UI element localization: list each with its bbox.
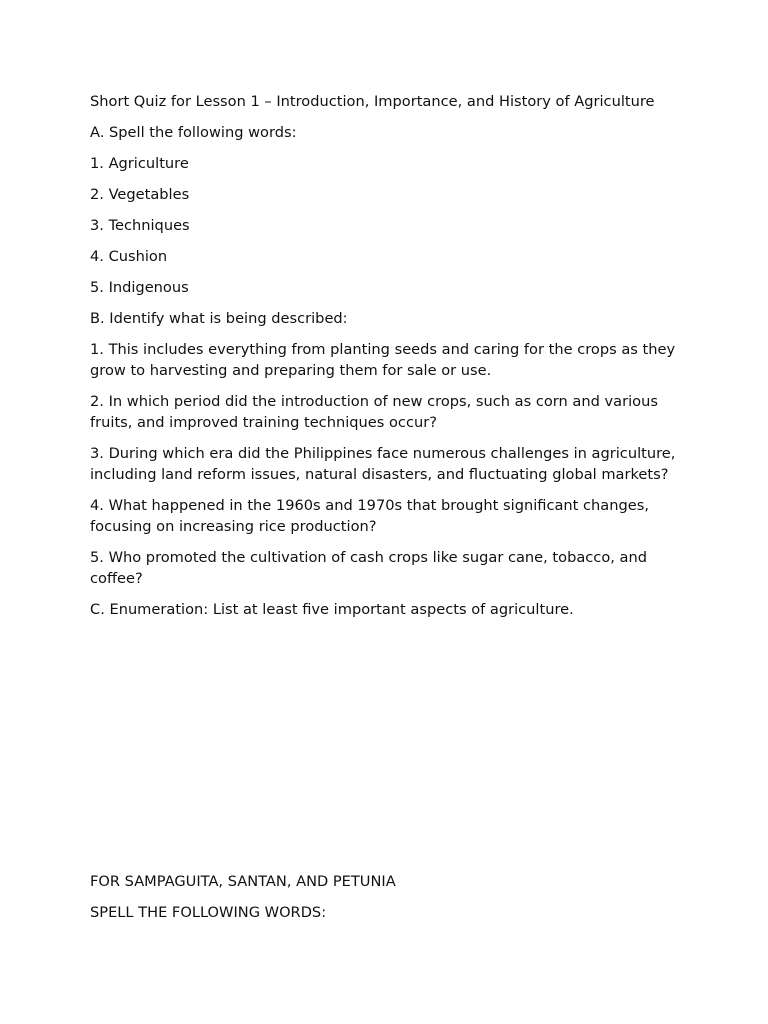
section-a-item: 4. Cushion	[90, 248, 168, 265]
quiz-title: Short Quiz for Lesson 1 – Introduction, Importance, and History of Agriculture	[90, 93, 655, 110]
section-a-heading: A. Spell the following words:	[90, 124, 297, 141]
quiz-content	[90, 91, 690, 630]
section-a-item: 3. Techniques	[90, 217, 190, 234]
section-b-item: 5. Who promoted the cultivation of cash crops like sugar cane, tobacco, and coffee?	[90, 549, 647, 587]
section-a-item: 2. Vegetables	[90, 186, 190, 203]
section-b-item: 4. What happened in the 1960s and 1970s that brought significant changes, focusing on increasing rice production?	[90, 497, 649, 535]
footer-instruction: SPELL THE FOLLOWING WORDS:	[90, 904, 327, 921]
footer-block	[90, 871, 690, 933]
section-b-heading: B. Identify what is being described:	[90, 310, 348, 327]
section-a-item: 1. Agriculture	[90, 155, 189, 172]
section-c-heading: C. Enumeration: List at least five important aspects of agriculture.	[90, 601, 574, 618]
section-b-item: 1. This includes everything from planting seeds and caring for the crops as they grow to harvesting and preparing them for sale or use.	[90, 341, 676, 379]
section-b-item: 2. In which period did the introduction of new crops, such as corn and various fruits, and improved training techniques occur?	[90, 393, 658, 431]
group-line: FOR SAMPAGUITA, SANTAN, AND PETUNIA	[90, 873, 396, 890]
section-b-item: 3. During which era did the Philippines face numerous challenges in agriculture, including land reform issues, natural disasters, and fluctuating global markets?	[90, 445, 676, 483]
section-a-item: 5. Indigenous	[90, 279, 189, 296]
